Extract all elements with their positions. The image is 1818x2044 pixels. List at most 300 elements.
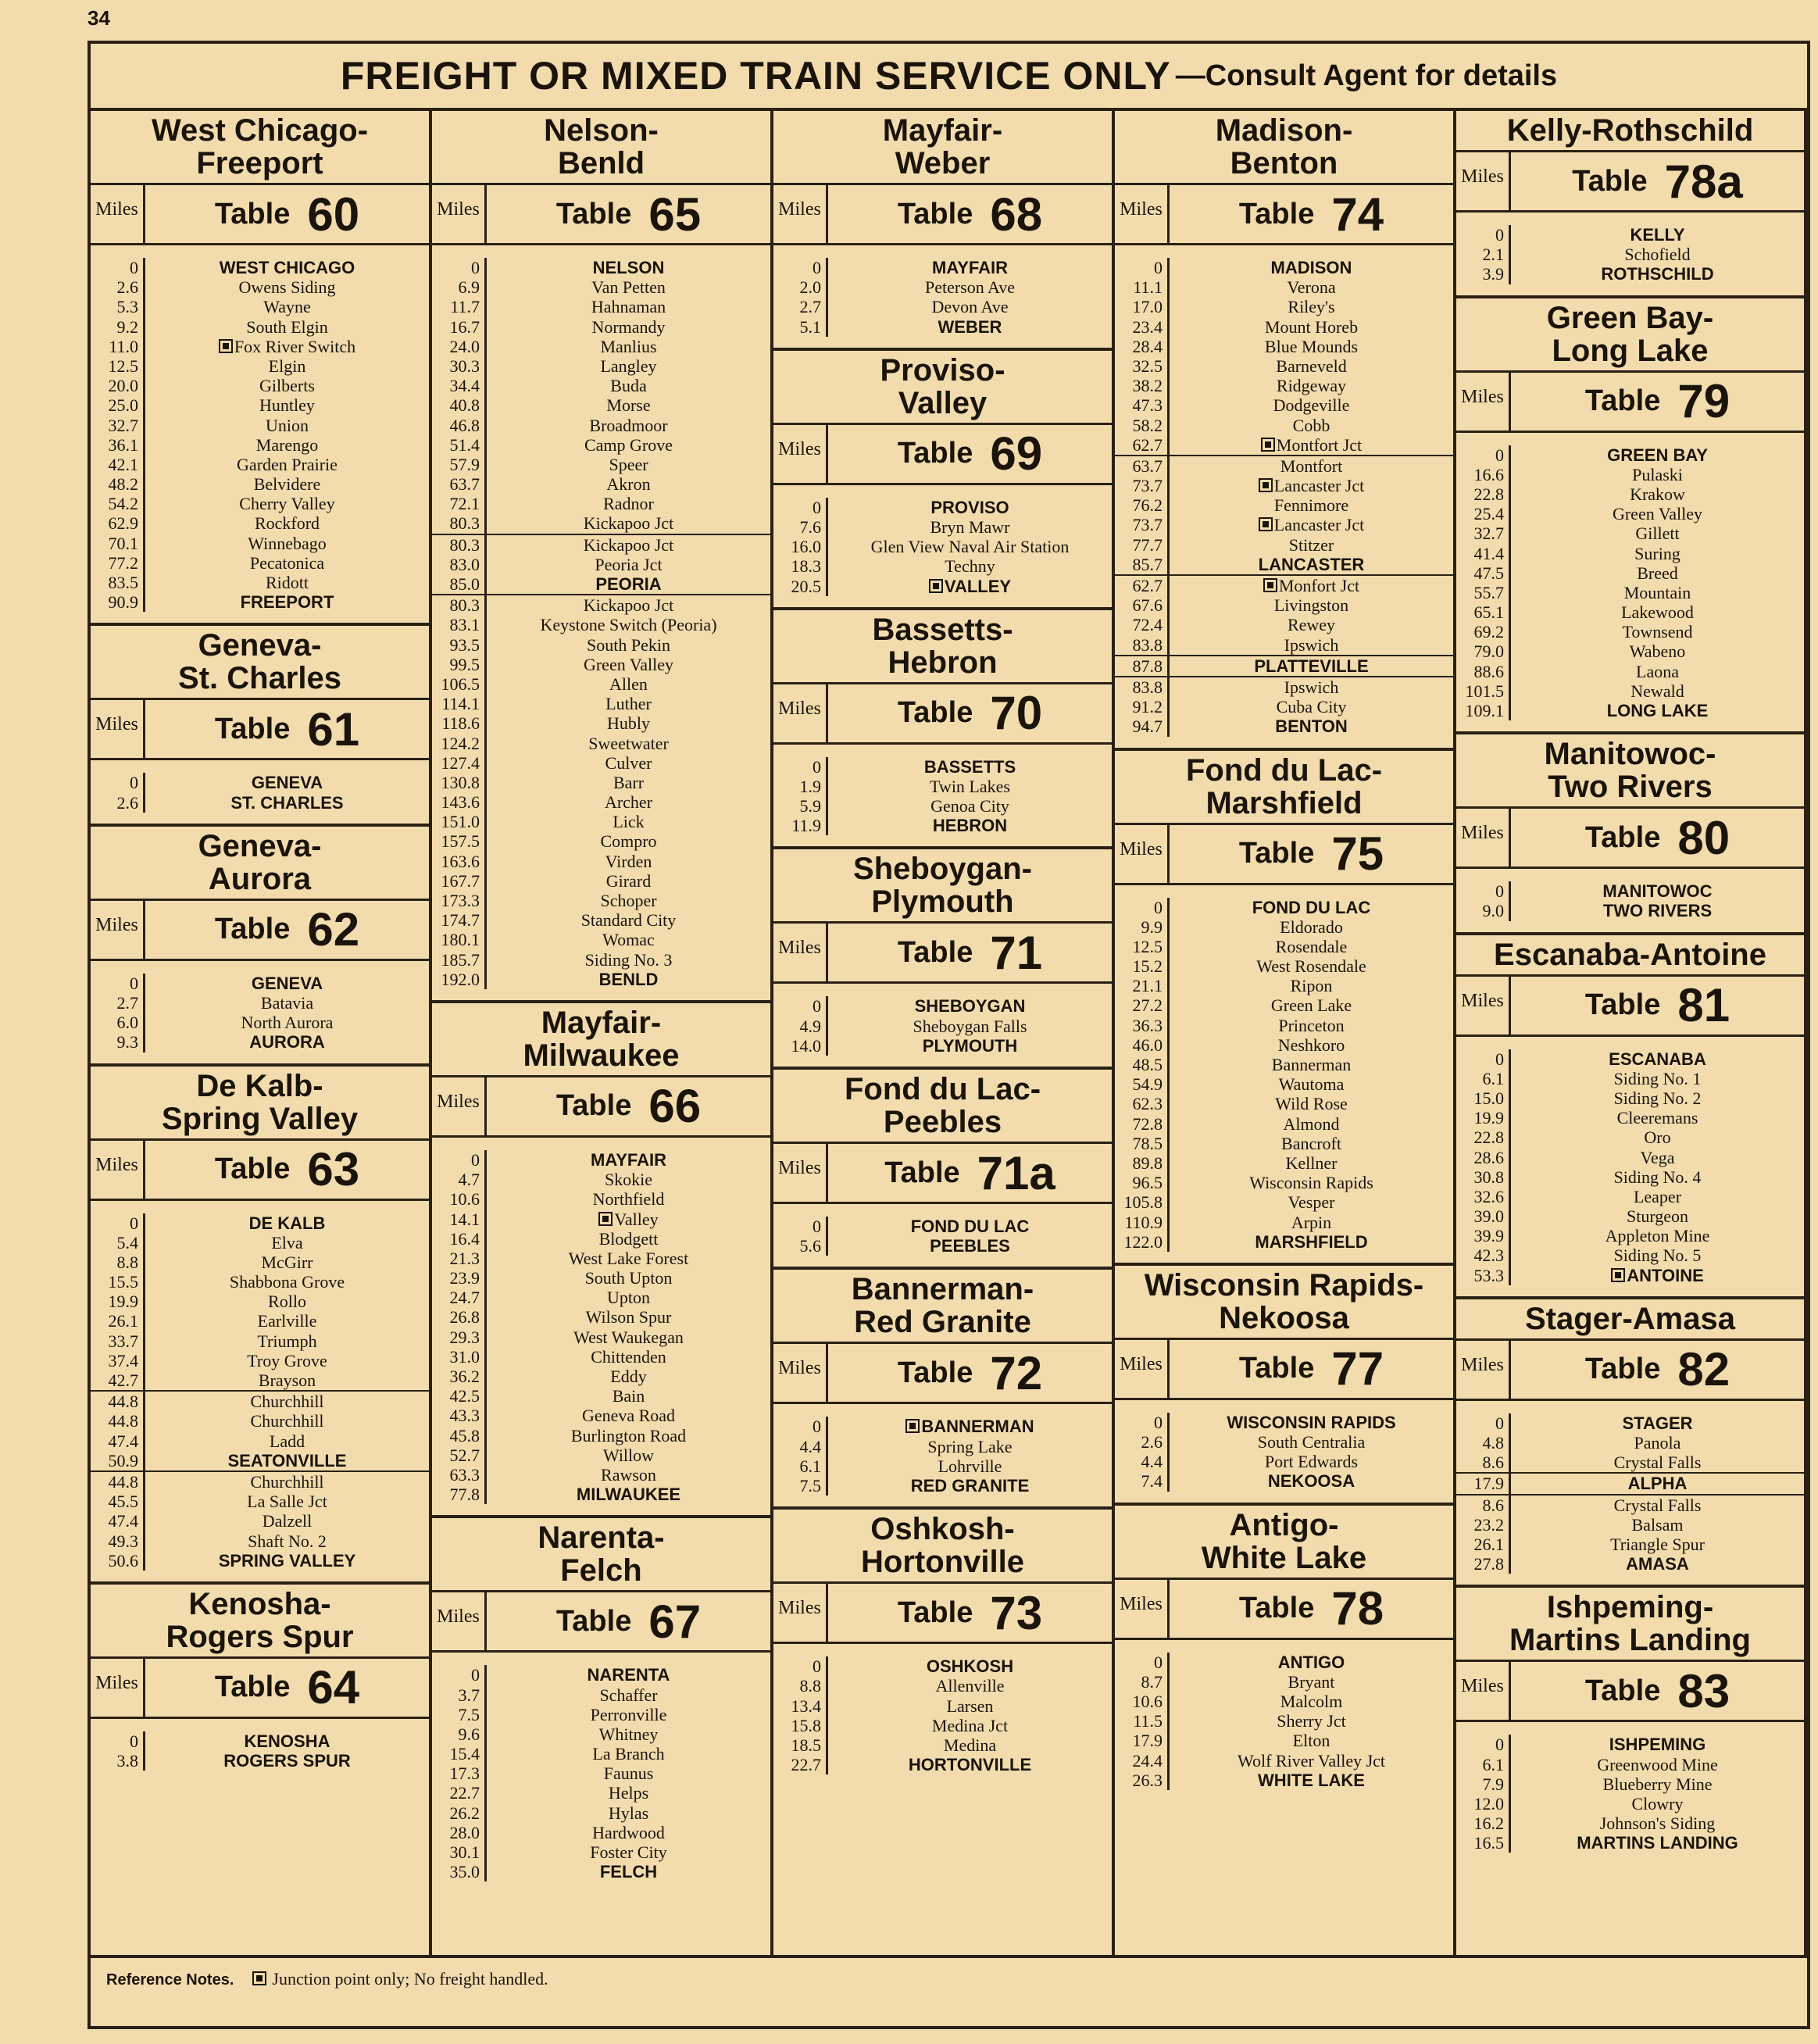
route-title — [91, 1067, 429, 1138]
timetable — [773, 1270, 1112, 1510]
station-label: Lohrville — [938, 1456, 1002, 1476]
route-title-line: Nelson- — [544, 113, 659, 148]
station-label: Wayne — [263, 297, 311, 317]
mileage: 15.8 — [791, 1715, 821, 1735]
station-name — [1511, 641, 1804, 661]
station-label: Elton — [1292, 1731, 1330, 1751]
station-label: Suring — [1634, 543, 1680, 563]
station-label: Eddy — [610, 1367, 647, 1386]
station-name — [1170, 995, 1453, 1015]
station-name — [145, 1431, 429, 1451]
station-name — [145, 1411, 429, 1431]
mileage: 7.6 — [799, 516, 821, 537]
station-label: Bain — [612, 1386, 645, 1406]
table-number — [145, 1659, 429, 1717]
route-title-line: Hortonville — [861, 1545, 1024, 1580]
mileage: 0 — [813, 1217, 821, 1236]
mileage: 0 — [1495, 1413, 1504, 1433]
station-name — [1511, 1515, 1804, 1535]
station-name — [1511, 1755, 1804, 1774]
table-number — [487, 1077, 770, 1135]
table-number-value: 71a — [977, 1146, 1055, 1199]
station-name — [1170, 455, 1453, 476]
mileage: 2.6 — [116, 277, 138, 298]
table-number — [145, 1141, 429, 1199]
station-name — [1170, 676, 1453, 697]
station-name — [1170, 1751, 1453, 1771]
station-label: ROGERS SPUR — [223, 1751, 351, 1771]
station-name — [145, 474, 429, 494]
miles-column — [91, 773, 145, 812]
mileage: 46.8 — [449, 415, 480, 435]
table-word: Table — [214, 1671, 291, 1704]
station-label: Allen — [609, 674, 648, 694]
station-label: Barneveld — [1276, 356, 1347, 376]
route-title-line: Nekoosa — [1219, 1300, 1349, 1335]
route-title-line: Madison- — [1215, 113, 1353, 148]
station-label: South Pekin — [587, 634, 670, 655]
station-label: BANNERMAN — [921, 1417, 1034, 1437]
mileage: 48.5 — [1132, 1055, 1163, 1074]
page-heading — [91, 44, 1807, 111]
station-label: Green Valley — [583, 654, 674, 674]
station-name — [828, 996, 1112, 1016]
mileage: 16.2 — [1473, 1814, 1504, 1834]
mileage: 0 — [471, 1149, 480, 1170]
mileage: 0 — [813, 258, 821, 277]
station-list — [773, 245, 1112, 348]
station-name — [1170, 976, 1453, 995]
mileage: 96.5 — [1132, 1173, 1163, 1193]
station-label: Churchhill — [250, 1411, 324, 1431]
station-label: BASSETTS — [923, 756, 1016, 777]
stations-column — [1170, 1413, 1453, 1492]
route-title — [1115, 1506, 1453, 1578]
mileage: 72.4 — [1132, 615, 1163, 635]
station-name — [1511, 504, 1804, 524]
mileage: 11.0 — [109, 336, 138, 356]
miles-header: Miles — [91, 901, 145, 959]
station-label: Medina — [943, 1735, 997, 1755]
station-label: PROVISO — [930, 497, 1009, 517]
station-name — [1170, 476, 1453, 495]
table-word: Table — [897, 1596, 973, 1629]
station-name — [1170, 898, 1453, 917]
mileage: 110.9 — [1124, 1212, 1163, 1232]
miles-column — [1456, 1413, 1511, 1574]
station-name — [487, 734, 770, 753]
station-label: Cherry Valley — [239, 494, 335, 514]
station-label: Akron — [606, 474, 651, 495]
stations-column — [828, 498, 1112, 596]
station-name — [828, 1236, 1112, 1256]
station-label: MARTINS LANDING — [1577, 1833, 1738, 1853]
station-label: Dodgeville — [1273, 395, 1350, 416]
mileage: 83.8 — [1132, 634, 1163, 655]
mileage: 70.1 — [108, 533, 138, 553]
station-label: Crystal Falls — [1613, 1453, 1702, 1473]
table-word: Table — [1572, 164, 1648, 198]
station-label: Speer — [609, 454, 648, 474]
mileage: 0 — [1154, 897, 1163, 917]
mileage: 62.7 — [1115, 574, 1167, 595]
mileage: 0 — [813, 996, 821, 1017]
mileage: 20.0 — [108, 376, 138, 396]
junction-point-icon — [1259, 478, 1273, 492]
station-label: Triangle Spur — [1610, 1534, 1705, 1554]
mileage: 14.0 — [791, 1035, 821, 1056]
stations-column — [145, 1731, 429, 1771]
route-title-line: Oshkosh- — [870, 1512, 1015, 1547]
station-name — [1511, 1554, 1804, 1574]
station-name — [828, 757, 1112, 777]
table-word: Table — [214, 197, 291, 230]
station-label: NEKOOSA — [1267, 1471, 1355, 1492]
mileage: 0 — [130, 258, 138, 277]
table-header — [1115, 823, 1453, 885]
station-label: Vega — [1640, 1147, 1675, 1167]
mileage: 9.9 — [1141, 917, 1163, 937]
station-name — [1511, 1453, 1804, 1472]
table-number-value: 77 — [1331, 1342, 1384, 1395]
mileage: 44.8 — [91, 1470, 143, 1492]
mileage: 43.3 — [449, 1406, 480, 1426]
station-name — [487, 655, 770, 674]
station-name — [1170, 1653, 1453, 1672]
station-name — [828, 1417, 1112, 1436]
mileage: 47.4 — [108, 1511, 138, 1531]
route-title — [773, 1070, 1112, 1142]
station-label: Devon Ave — [931, 297, 1009, 317]
route-title — [91, 111, 429, 183]
mileage: 42.5 — [449, 1386, 480, 1406]
miles-column — [773, 757, 828, 836]
station-name — [487, 1744, 770, 1763]
mileage: 8.8 — [799, 1676, 821, 1696]
mileage: 14.1 — [449, 1209, 480, 1229]
station-label: Whitney — [598, 1724, 659, 1744]
mileage: 89.8 — [1132, 1152, 1163, 1173]
mileage: 26.1 — [1473, 1534, 1504, 1554]
station-label: Hubly — [607, 713, 650, 734]
mileage: 29.3 — [449, 1327, 480, 1347]
station-name — [145, 376, 429, 395]
station-label: LANCASTER — [1258, 554, 1365, 574]
table-number — [828, 425, 1112, 483]
route-title — [1115, 111, 1453, 183]
mileage: 49.3 — [108, 1531, 138, 1551]
station-name — [1170, 574, 1453, 595]
mileage: 47.5 — [1473, 563, 1504, 583]
mileage: 7.4 — [1141, 1471, 1163, 1492]
station-label: Siding No. 5 — [1613, 1245, 1702, 1266]
station-label: Schaffer — [599, 1685, 658, 1705]
station-label: Cuba City — [1276, 697, 1347, 717]
station-label: Rawson — [601, 1464, 656, 1485]
station-name — [145, 1370, 429, 1390]
station-list — [1456, 1037, 1804, 1296]
station-name — [487, 435, 770, 455]
station-list — [1115, 885, 1453, 1263]
station-name — [1511, 1794, 1804, 1814]
station-name — [1170, 635, 1453, 655]
station-name — [145, 416, 429, 435]
mileage: 45.8 — [449, 1425, 480, 1445]
station-name — [1511, 1433, 1804, 1453]
table-header — [1456, 806, 1804, 869]
mileage: 36.2 — [449, 1367, 480, 1386]
station-name — [487, 416, 770, 435]
mileage: 51.4 — [449, 434, 480, 455]
junction-point-icon — [219, 339, 233, 353]
mileage: 76.2 — [1132, 495, 1163, 516]
heading-sub: —Consult Agent for details — [1175, 59, 1558, 92]
station-label: Johnson's Siding — [1599, 1814, 1716, 1834]
mileage: 9.6 — [458, 1724, 480, 1744]
mileage: 16.4 — [449, 1228, 480, 1249]
station-list — [1456, 433, 1804, 732]
station-label: KENOSHA — [244, 1731, 330, 1751]
station-label: Ipswich — [1284, 634, 1339, 655]
route-title — [773, 1510, 1112, 1581]
station-list — [1456, 1722, 1804, 1864]
mileage: 12.5 — [1132, 936, 1163, 956]
station-label: Blue Mounds — [1264, 336, 1359, 356]
miles-column — [1456, 225, 1511, 284]
station-name — [145, 773, 429, 792]
station-label: MARSHFIELD — [1255, 1231, 1368, 1252]
station-label: Medina Jct — [931, 1715, 1009, 1735]
station-name — [487, 1249, 770, 1268]
miles-header: Miles — [432, 1592, 487, 1650]
route-title — [1456, 935, 1804, 974]
station-name — [487, 337, 770, 356]
station-label: AURORA — [249, 1032, 325, 1052]
station-name — [828, 1036, 1112, 1056]
station-list — [1115, 1640, 1453, 1801]
mileage: 11.1 — [1133, 277, 1163, 298]
timetable — [91, 827, 429, 1067]
station-label: Belvidere — [253, 474, 321, 495]
table-number — [145, 901, 429, 959]
miles-column — [91, 974, 145, 1052]
station-list — [91, 961, 429, 1063]
station-name — [145, 1531, 429, 1551]
mileage: 8.8 — [116, 1252, 138, 1272]
station-label: North Aurora — [241, 1013, 334, 1033]
station-name — [487, 970, 770, 989]
mileage: 5.9 — [799, 796, 821, 817]
table-word: Table — [897, 437, 973, 470]
route-title — [773, 1270, 1112, 1342]
station-name — [1170, 277, 1453, 297]
page-number: 34 — [88, 6, 110, 30]
station-label: Siding No. 4 — [1613, 1167, 1702, 1187]
station-label: Perronville — [590, 1704, 667, 1724]
station-name — [487, 773, 770, 792]
miles-column — [91, 1213, 145, 1571]
station-name — [1170, 1016, 1453, 1035]
table-number — [1511, 373, 1804, 431]
mileage: 47.3 — [1132, 395, 1163, 416]
junction-point-icon — [598, 1212, 613, 1226]
route-title — [773, 849, 1112, 921]
station-label: Clowry — [1631, 1793, 1684, 1814]
table-number — [145, 700, 429, 758]
stations-column — [1511, 881, 1804, 920]
miles-column — [773, 996, 828, 1056]
mileage: 106.5 — [441, 674, 480, 694]
stations-column — [828, 258, 1112, 337]
route-title-line: Milwaukee — [523, 1038, 680, 1073]
table-number-value: 70 — [990, 687, 1043, 740]
route-title-line: Geneva- — [198, 828, 322, 863]
station-label: Oro — [1644, 1127, 1671, 1148]
table-header — [91, 698, 429, 760]
miles-column — [773, 1417, 828, 1495]
station-label: Bancroft — [1281, 1133, 1341, 1153]
mileage: 0 — [130, 1731, 138, 1751]
station-name — [487, 1347, 770, 1367]
station-label: Leaper — [1633, 1186, 1682, 1206]
route-title — [432, 111, 770, 183]
mileage: 72.8 — [1132, 1113, 1163, 1134]
station-name — [828, 1735, 1112, 1755]
station-name — [487, 1823, 770, 1842]
station-label: Willow — [602, 1445, 655, 1465]
route-title-line: Martins Landing — [1509, 1623, 1751, 1658]
station-label: BENLD — [598, 969, 659, 989]
route-title-line: Geneva- — [198, 628, 322, 663]
station-name — [145, 1013, 429, 1032]
station-label: Crystal Falls — [1613, 1495, 1702, 1515]
mileage: 11.9 — [791, 816, 821, 836]
station-label: Morse — [606, 395, 651, 416]
route-title-line: Mayfair- — [541, 1005, 662, 1040]
station-name — [145, 395, 429, 415]
station-label: Northfield — [592, 1189, 665, 1210]
mileage: 0 — [130, 973, 138, 993]
station-label: Churchhill — [250, 1471, 324, 1492]
station-name — [1170, 1192, 1453, 1212]
route-title-line: Fond du Lac- — [844, 1072, 1041, 1106]
station-name — [487, 891, 770, 910]
timetable — [1456, 111, 1804, 298]
miles-column — [1456, 881, 1511, 920]
miles-header: Miles — [432, 185, 487, 243]
station-list — [432, 1653, 770, 1892]
route-title — [1456, 1588, 1804, 1660]
station-label: Ipswich — [1284, 677, 1339, 697]
timetable — [773, 1070, 1112, 1270]
table-word: Table — [897, 696, 973, 730]
station-label: Cobb — [1292, 415, 1330, 435]
table-number-value: 82 — [1677, 1343, 1730, 1396]
station-name — [487, 1150, 770, 1170]
mileage: 28.6 — [1473, 1147, 1504, 1167]
station-label: Batavia — [260, 992, 314, 1013]
mileage: 63.7 — [1115, 455, 1167, 476]
mileage: 9.2 — [116, 316, 138, 337]
station-label: Wild Rose — [1275, 1094, 1348, 1114]
column-3 — [773, 111, 1115, 1955]
station-label: Garden Prairie — [237, 454, 338, 474]
station-label: Gillett — [1635, 524, 1680, 544]
mileage: 17.9 — [1132, 1731, 1163, 1751]
station-name — [828, 277, 1112, 297]
station-label: Livingston — [1273, 595, 1349, 616]
mileage: 24.4 — [1132, 1750, 1163, 1771]
table-header — [1115, 1338, 1453, 1400]
station-name — [1170, 917, 1453, 937]
mileage: 77.7 — [1132, 534, 1163, 555]
miles-header: Miles — [773, 185, 828, 243]
table-number — [487, 1592, 770, 1650]
route-title-line: West Chicago- — [151, 113, 369, 148]
route-title-line: Stager-Amasa — [1524, 1301, 1735, 1336]
route-title-line: Spring Valley — [161, 1101, 359, 1136]
station-name — [828, 258, 1112, 277]
mileage: 85.0 — [449, 574, 480, 594]
station-name — [1170, 937, 1453, 956]
table-word: Table — [897, 935, 973, 969]
miles-header: Miles — [1115, 825, 1170, 883]
station-label: Hahnaman — [591, 297, 666, 317]
table-number — [487, 185, 770, 243]
station-name — [487, 792, 770, 812]
mileage: 0 — [1495, 225, 1504, 245]
station-name — [828, 1217, 1112, 1236]
station-name — [1511, 245, 1804, 264]
station-label: Broadmoor — [589, 415, 668, 435]
mileage: 0 — [1154, 1652, 1163, 1672]
station-name — [828, 816, 1112, 835]
station-name — [487, 871, 770, 891]
mileage: 0 — [130, 1213, 138, 1233]
heading-main: FREIGHT OR MIXED TRAIN SERVICE ONLY — [340, 54, 1171, 98]
mileage: 17.9 — [1456, 1472, 1509, 1493]
station-name — [487, 1862, 770, 1881]
station-list — [91, 760, 429, 823]
station-label: Sheboygan Falls — [913, 1016, 1027, 1036]
table-word: Table — [897, 197, 973, 230]
column-5 — [1456, 111, 1807, 1955]
timetable — [432, 1003, 770, 1518]
station-label: PEORIA — [595, 574, 662, 594]
miles-column — [1115, 258, 1170, 737]
route-title-line: Valley — [898, 385, 988, 420]
station-label: KELLY — [1630, 225, 1685, 245]
stations-column — [1170, 1653, 1453, 1790]
table-number-value: 65 — [648, 188, 702, 241]
station-name — [1511, 524, 1804, 543]
station-name — [487, 910, 770, 930]
mileage: 5.4 — [116, 1232, 138, 1252]
table-header — [1456, 150, 1804, 213]
station-label: Elgin — [268, 356, 306, 376]
station-label: Helps — [608, 1783, 649, 1803]
station-name — [145, 1390, 429, 1411]
station-name — [145, 1213, 429, 1233]
station-name — [487, 1307, 770, 1327]
stations-column — [1511, 1413, 1804, 1574]
station-name — [1170, 555, 1453, 574]
mileage: 23.9 — [449, 1268, 480, 1288]
station-label: Greenwood Mine — [1597, 1754, 1718, 1774]
station-name — [487, 635, 770, 655]
mileage: 16.7 — [449, 316, 480, 337]
route-title — [91, 1585, 429, 1656]
